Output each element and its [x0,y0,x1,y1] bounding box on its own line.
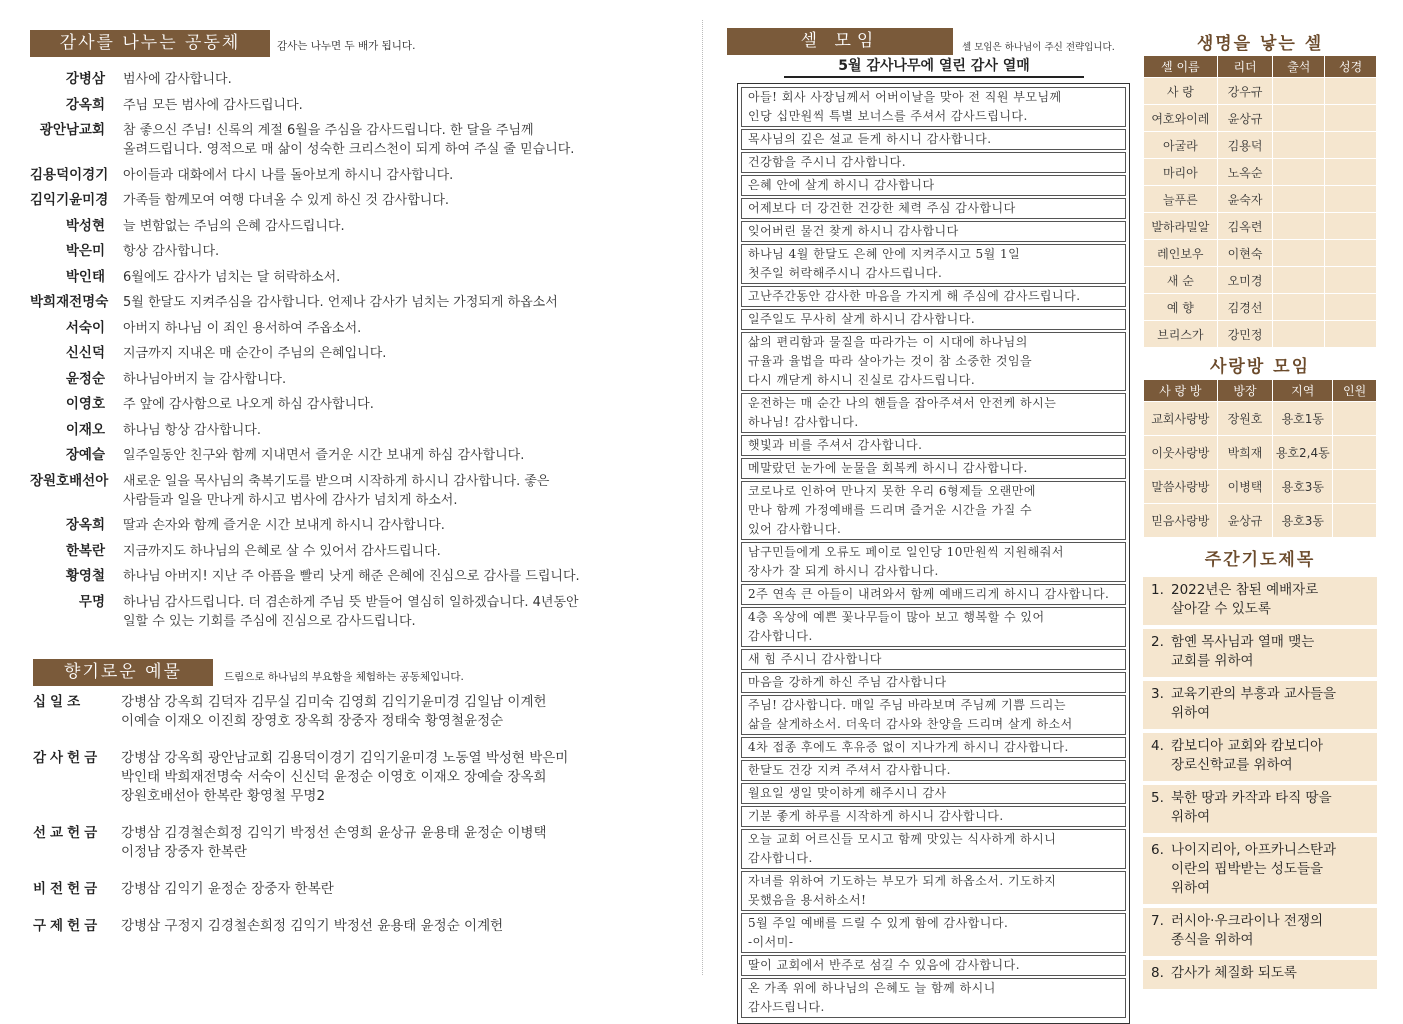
prayer-text: 북한 땅과 카작과 타직 땅을 위하여 [1171,790,1332,825]
prayer-list [1143,577,1377,993]
thanks-row [30,516,680,535]
table-cell: 브리스가 [1144,321,1218,348]
thanks-fruit-line: 목사님의 깊은 설교 듣게 하시니 감사합니다. [741,129,1126,150]
offering-names: 강병삼 김경철손희정 김익기 박정선 손영희 윤상규 윤용태 윤정순 이병택 이정남 장중자 한복란 [121,825,547,860]
thanks-row [30,191,680,210]
prayer-item [1143,629,1377,677]
table-cell [1273,132,1325,159]
table-header-cell: 사 랑 방 [1144,380,1218,402]
thanks-fruit-line: 월요일 생일 맞이하게 해주시니 감사 [741,783,1126,804]
thanks-name: 이재오 [65,421,105,438]
table-cell [1325,294,1377,321]
table-cell [1325,78,1377,105]
thanks-row [30,121,680,159]
table-cell [1333,504,1377,538]
page-divider [702,20,703,975]
thanks-name: 신신덕 [65,345,105,361]
table-cell [1325,159,1377,186]
table-header-cell: 리더 [1217,56,1273,78]
table-cell: 믿음사랑방 [1144,504,1218,538]
thanks-fruit-line: 기분 좋게 하루를 시작하게 하시니 감사합니다. [741,806,1126,827]
prayer-item [1143,960,1377,989]
thanks-text: 하나님 항상 감사합니다. [123,422,261,438]
table-cell: 교회사랑방 [1144,402,1218,436]
table-cell: 김옥련 [1217,213,1273,240]
prayer-number: 6. [1151,842,1164,858]
table-cell [1273,159,1325,186]
prayer-item [1143,837,1377,904]
table-cell: 박희재 [1217,436,1273,470]
thanks-header: 감사를 나누는 공동체 [30,30,270,57]
thanks-text: 주님 모든 범사에 감사드립니다. [123,97,303,113]
thanks-fruit-line: 4층 옥상에 예쁜 꽃나무들이 많아 보고 행복할 수 있어 감사합니다. [741,607,1126,647]
table-cell: 장원호 [1217,402,1273,436]
thanks-text: 하나님 아버지! 지난 주 아픔을 빨리 낫게 해준 은혜에 진심으로 감사를 드립니다. [123,569,580,584]
table-header-cell: 성경 [1325,56,1377,78]
prayer-text: 2022년은 참된 예배자로 살아갈 수 있도록 [1171,582,1319,617]
thanks-fruit-line: 고난주간동안 감사한 마음을 가지게 해 주심에 감사드립니다. [741,286,1126,307]
thanks-fruit-line: 메말랐던 눈가에 눈물을 회복케 하시니 감사합니다. [741,458,1126,479]
thanks-fruit-line: 4차 접종 후에도 후유증 없이 지나가게 하시니 감사합니다. [741,737,1126,758]
prayer-item [1143,681,1377,729]
thanks-text: 늘 변함없는 주님의 은혜 감사드립니다. [123,218,345,234]
table-cell [1273,105,1325,132]
prayer-number: 1. [1151,582,1164,598]
offering-names: 강병삼 구정지 김경철손희정 김익기 박정선 윤용태 윤정순 이계헌 [121,918,504,934]
room-table [1143,379,1377,538]
offering-label: 구제헌금 [33,918,102,934]
thanks-fruit-line: 은혜 안에 살게 하시니 감사합니다 [741,175,1126,196]
thanks-name: 김용덕이경기 [30,166,109,183]
thanks-fruit-line: 5월 주일 예배를 드릴 수 있게 함에 감사합니다. -이서미- [741,913,1126,953]
thanks-name: 장예슬 [65,447,105,463]
table-cell [1273,213,1325,240]
thanks-text: 항상 감사합니다. [123,244,220,259]
thanks-row [30,370,680,389]
thanks-name: 장원호배선아 [30,472,109,489]
thanks-name: 강옥희 [65,96,105,113]
table-cell: 강우규 [1217,78,1273,105]
table-cell [1325,186,1377,213]
thanks-row [30,421,680,440]
offering-row [33,749,683,806]
table-cell: 노옥순 [1217,159,1273,186]
table-cell: 늘푸른 [1144,186,1218,213]
table-cell: 윤상규 [1217,504,1273,538]
thanks-row [30,395,680,414]
offering-row [33,917,683,936]
table-row [1144,159,1377,186]
table-cell [1333,470,1377,504]
thanks-fruit-line: 오늘 교회 어르신들 모시고 함께 맛있는 식사하게 하시니 감사합니다. [741,829,1126,869]
offering-label: 감사헌금 [33,750,102,766]
thanks-fruit-line: 아들! 회사 사장님께서 어버이날을 맞아 전 직원 부모님께 인당 십만원씩 특별 보너스를 주셔서 감사드립니다. [741,87,1126,127]
table-row [1144,402,1377,436]
table-row [1144,470,1377,504]
prayer-item [1143,908,1377,956]
thanks-text: 지금까지도 하나님의 은혜로 살 수 있어서 감사드립니다. [123,543,441,559]
table-cell [1325,132,1377,159]
thanks-row [30,268,680,287]
prayer-number: 7. [1151,913,1164,929]
thanks-fruit-line: 자녀를 위하여 기도하는 부모가 되게 하옵소서. 기도하지 못했음을 용서하소서! [741,871,1126,911]
thanks-text: 범사에 감사합니다. [123,72,232,87]
table-row [1144,213,1377,240]
thanks-name: 한복란 [65,542,105,559]
offering-names: 강병삼 김익기 윤정순 장중자 한복란 [121,881,334,897]
thanks-text: 아이들과 대화에서 다시 나를 돌아보게 하시니 감사합니다. [123,167,454,183]
thanks-fruit-line: 햇빛과 비를 주셔서 감사합니다. [741,435,1126,456]
table-cell: 이현숙 [1217,240,1273,267]
table-cell [1273,240,1325,267]
offerings-header: 향기로운 예물 [33,659,213,686]
thanks-text: 아버지 하나님 이 죄인 용서하여 주옵소서. [123,320,362,336]
thanks-name: 윤정순 [65,370,105,387]
table-row [1144,240,1377,267]
thanks-name: 박인태 [65,268,105,285]
table-row [1144,436,1377,470]
thanks-text: 새로운 일을 목사님의 축복기도를 받으며 시작하게 하시니 감사합니다. 좋은 사람들과 일을 만나게 하시고 범사에 감사가 넘치게 하소서. [123,473,550,508]
thanks-text: 참 좋으신 주님! 신록의 계절 6월을 주심을 감사드립니다. 한 달을 주님께 올려드립니다. 영적으로 매 삶이 성숙한 크리스천이 되게 하여 주실 줄 믿습니다. [123,123,575,157]
thanks-text: 하나님 감사드립니다. 더 겸손하게 주님 뜻 받들어 열심히 일하겠습니다. 4년동안 일할 수 있는 기회를 주심에 진심으로 감사드립니다. [123,594,579,629]
prayer-number: 8. [1151,965,1164,981]
thanks-row [30,472,680,510]
thanks-fruit-line: 건강함을 주시니 감사합니다. [741,152,1126,173]
thanks-name: 서숙이 [65,319,105,336]
thanks-name: 박성현 [65,217,105,234]
thanks-text: 가족들 함께모여 여행 다녀올 수 있게 하신 것 감사합니다. [123,193,450,208]
offering-row [33,824,683,862]
table-cell: 새 순 [1144,267,1218,294]
thanks-fruit-line: 잊어버린 물건 찾게 하시니 감사합니다 [741,221,1126,242]
thanks-text: 딸과 손자와 함께 즐거운 시간 보내게 하시니 감사합니다. [123,518,445,533]
offerings-subtitle: 드림으로 하나님의 부요함을 체험하는 공동체입니다. [224,671,464,683]
prayer-number: 4. [1151,738,1164,754]
table-cell: 용호3동 [1273,504,1333,538]
thanks-text: 하나님아버지 늘 감사합니다. [123,371,287,387]
thanks-fruit-line: 한달도 건강 지켜 주셔서 감사합니다. [741,760,1126,781]
table-cell [1325,213,1377,240]
table-cell: 윤상규 [1217,105,1273,132]
thanks-text: 6월에도 감사가 넘치는 달 허락하소서. [123,269,341,285]
table-header-row [1144,56,1377,78]
thanks-name: 김익기윤미경 [30,192,109,208]
table-cell: 김용덕 [1217,132,1273,159]
thanks-fruit-line: 마음을 강하게 하신 주님 감사합니다 [741,672,1126,693]
thanks-row [30,567,680,586]
table-header-cell: 인원 [1333,380,1377,402]
table-cell: 오미경 [1217,267,1273,294]
prayer-text: 나이지리아, 아프카니스탄과 이란의 핍박받는 성도들을 위하여 [1171,842,1337,896]
table-header-cell: 셀 이름 [1144,56,1218,78]
table-cell: 아굴라 [1144,132,1218,159]
thanks-fruit-line: 주님! 감사합니다. 매일 주님 바라보며 주님께 기쁨 드리는 삶을 살게하소서. 더욱더 감사와 찬양을 드리며 살게 하소서 [741,695,1126,735]
table-cell [1333,436,1377,470]
table-row [1144,321,1377,348]
prayer-title: 주간기도제목 [1204,550,1316,570]
thanks-text: 주 앞에 감사함으로 나오게 하심 감사합니다. [123,397,374,412]
offering-row [33,880,683,899]
table-cell: 강민정 [1217,321,1273,348]
cell-table [1143,55,1377,348]
table-cell: 용호2,4동 [1273,436,1333,470]
prayer-text: 함옌 목사님과 열매 맺는 교회를 위하여 [1171,634,1315,669]
thanks-name: 강병삼 [65,71,105,87]
thanks-name: 무명 [78,593,105,610]
room-table-title: 사랑방 모임 [1209,357,1311,377]
thanks-fruit-line: 하나님 4월 한달도 은혜 안에 지켜주시고 5월 1일 첫주일 허락해주시니 감사드립니다. [741,244,1126,284]
table-header-cell: 출석 [1273,56,1325,78]
thanks-row [30,593,680,631]
thanks-row [30,344,680,363]
thanks-name: 박은미 [65,243,105,259]
prayer-number: 2. [1151,634,1164,650]
thanks-fruit-line: 새 힘 주시니 감사합니다 [741,649,1126,670]
cell-meeting-header: 셀 모임 [727,28,953,55]
table-cell [1325,321,1377,348]
table-cell: 윤숙자 [1217,186,1273,213]
table-cell: 예 향 [1144,294,1218,321]
thanks-board [737,83,1130,1024]
table-cell [1273,78,1325,105]
prayer-item [1143,577,1377,625]
table-cell [1273,267,1325,294]
prayer-number: 5. [1151,790,1164,806]
offerings-list [33,693,683,954]
table-cell: 말씀사랑방 [1144,470,1218,504]
table-cell [1273,186,1325,213]
thanks-text: 5월 한달도 지켜주심을 감사합니다. 언제나 감사가 넘치는 가정되게 하옵소서 [123,295,558,310]
thanks-name: 장옥희 [65,517,105,533]
prayer-item [1143,733,1377,781]
thanks-name: 이영호 [65,396,105,412]
thanks-fruit-line: 어제보다 더 강건한 건강한 체력 주심 감사합니다 [741,198,1126,219]
thanks-fruit-line: 2주 연속 큰 아들이 내려와서 함께 예배드리게 하시니 감사합니다. [741,584,1126,605]
table-cell: 김경선 [1217,294,1273,321]
table-cell [1325,240,1377,267]
thanks-tree-title: 5월 감사나무에 열린 감사 열매 [784,56,1084,78]
offering-label: 비전헌금 [33,881,102,897]
offering-label: 선교헌금 [33,825,102,841]
table-cell [1273,321,1325,348]
thanks-name: 황영철 [65,568,105,584]
thanks-fruit-line: 온 가족 위에 하나님의 은혜도 늘 함께 하시니 감사드립니다. [741,978,1126,1018]
table-cell [1333,402,1377,436]
table-row [1144,294,1377,321]
table-cell: 레인보우 [1144,240,1218,267]
thanks-fruit-line: 삶의 편리함과 물질을 따라가는 이 시대에 하나님의 규율과 율법을 따라 살아가는 것이 참 소중한 것임을 다시 깨닫게 하시니 진실로 감사드립니다. [741,332,1126,391]
table-row [1144,267,1377,294]
cell-meeting-subtitle: 셀 모임은 하나님이 주신 전략입니다. [962,42,1115,53]
thanks-row [30,446,680,465]
offering-row [33,693,683,731]
table-cell: 마리아 [1144,159,1218,186]
table-cell [1325,267,1377,294]
thanks-fruit-line: 운전하는 매 순간 나의 핸들을 잡아주셔서 안전케 하시는 하나님! 감사합니다. [741,393,1126,433]
offering-label: 십일조 [33,694,85,710]
table-cell: 여호와이레 [1144,105,1218,132]
table-cell: 발하라밀알 [1144,213,1218,240]
prayer-number: 3. [1151,686,1164,702]
thanks-row [30,242,680,261]
prayer-text: 러시아·우크라이나 전쟁의 종식을 위하여 [1171,913,1324,948]
thanks-row [30,542,680,561]
table-header-cell: 방장 [1217,380,1273,402]
table-cell: 용호1동 [1273,402,1333,436]
table-row [1144,78,1377,105]
table-header-cell: 지역 [1273,380,1333,402]
thanks-text: 지금까지 지내온 매 순간이 주님의 은혜입니다. [123,346,387,361]
table-cell: 이병택 [1217,470,1273,504]
table-cell: 용호3동 [1273,470,1333,504]
thanks-row [30,217,680,236]
prayer-text: 캄보디아 교회와 캄보디아 장로신학교를 위하여 [1171,738,1324,773]
thanks-row [30,96,680,115]
thanks-name: 광안남교회 [39,122,105,138]
thanks-fruit-line: 남구민들에게 오류도 페이로 일인당 10만원씩 지원해줘서 장사가 잘 되게 하시니 감사합니다. [741,542,1126,582]
offering-names: 강병삼 강옥희 광안남교회 김용덕이경기 김익기윤미경 노동열 박성현 박은미 박인태 박희재전명숙 서숙이 신신덕 윤정순 이영호 이재오 장예슬 장옥희 장원호배선아 한복란 황영철 무명2 [121,750,569,804]
thanks-fruit-line: 딸이 교회에서 반주로 섬길 수 있음에 감사합니다. [741,955,1126,976]
table-cell: 이웃사랑방 [1144,436,1218,470]
prayer-item [1143,785,1377,833]
table-cell [1273,294,1325,321]
thanks-row [30,293,680,312]
thanks-list [30,70,680,637]
table-row [1144,504,1377,538]
prayer-text: 교육기관의 부흥과 교사들을 위하여 [1171,686,1337,721]
table-row [1144,132,1377,159]
thanks-fruit-line: 코로나로 인하여 만나지 못한 우리 6형제들 오랜만에 만나 함께 가정예배를 드리며 즐거운 시간을 가질 수 있어 감사합니다. [741,481,1126,540]
prayer-text: 감사가 체질화 되도록 [1171,965,1297,981]
table-header-row [1144,380,1377,402]
cell-table-title: 생명을 낳는 셀 [1196,34,1324,54]
thanks-subtitle: 감사는 나누면 두 배가 됩니다. [277,40,416,52]
thanks-row [30,166,680,185]
thanks-text: 일주일동안 친구와 함께 지내면서 즐거운 시간 보내게 하심 감사합니다. [123,448,525,463]
table-cell [1325,105,1377,132]
table-row [1144,105,1377,132]
table-row [1144,186,1377,213]
thanks-name: 박희재전명숙 [30,294,109,310]
thanks-row [30,70,680,89]
table-cell: 사 랑 [1144,78,1218,105]
thanks-row [30,319,680,338]
offering-names: 강병삼 강옥희 김덕자 김무실 김미숙 김영희 김익기윤미경 김일남 이계헌 이예슬 이재오 이진희 장영호 장옥희 장중자 정태숙 황영철윤정순 [121,694,547,729]
thanks-fruit-line: 일주일도 무사히 살게 하시니 감사합니다. [741,309,1126,330]
